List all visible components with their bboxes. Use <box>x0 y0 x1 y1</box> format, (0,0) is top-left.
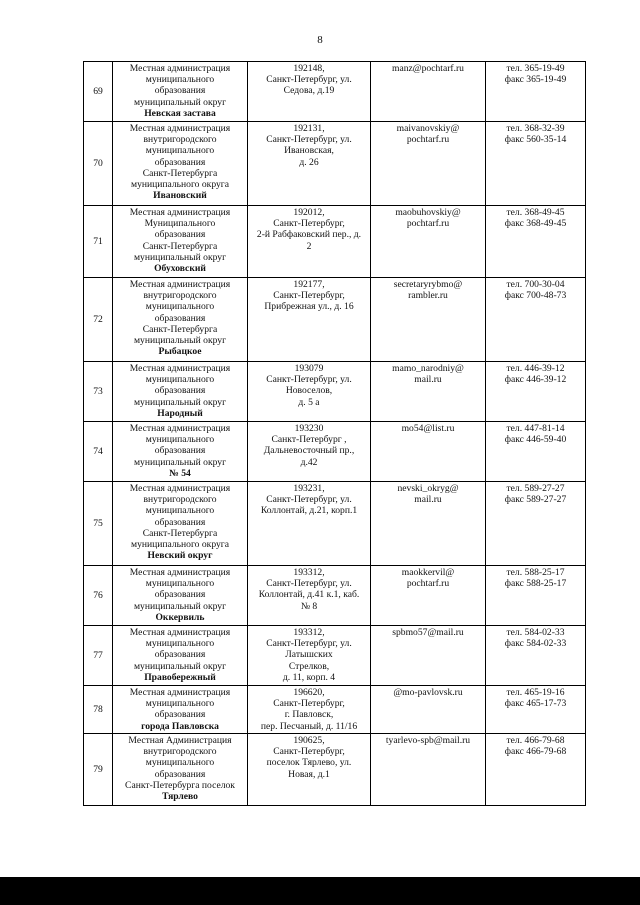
phone-line: факс 365-19-49 <box>504 74 567 86</box>
email-cell <box>371 122 486 206</box>
address-cell <box>248 626 371 686</box>
row-number-cell <box>84 206 113 278</box>
organization-line: Санкт-Петербурга поселок <box>125 779 235 791</box>
address-line: Санкт-Петербург, ул. <box>266 494 352 506</box>
address-line: Санкт-Петербург, <box>273 218 345 230</box>
email-line: pochtarf.ru <box>406 578 450 590</box>
organization-line: муниципальный округ <box>133 335 227 347</box>
email-line: mail.ru <box>414 494 442 506</box>
email-cell <box>371 734 486 806</box>
address-line: Новоселов, <box>285 385 333 397</box>
district-name: Рыбацкое <box>158 346 202 358</box>
organization-line: муниципальный округ <box>133 600 227 612</box>
row-number: 78 <box>93 704 103 716</box>
email-cell <box>371 566 486 626</box>
table-row <box>84 362 586 422</box>
table-row <box>84 122 586 206</box>
address-line: Санкт-Петербург, <box>273 290 345 302</box>
row-number: 69 <box>93 86 103 98</box>
phone-line: факс 588-25-17 <box>504 578 567 590</box>
address-line: Санкт-Петербург, ул. <box>266 578 352 590</box>
organization-line: образования <box>154 516 206 528</box>
row-number-cell <box>84 422 113 482</box>
organization-line: Местная администрация <box>129 483 231 494</box>
organization-line: муниципального <box>145 374 215 386</box>
organization-line: внутригородского <box>143 290 217 302</box>
scan-bottom-edge <box>0 877 640 905</box>
organization-cell <box>113 206 248 278</box>
organization-cell <box>113 122 248 206</box>
email-line: manz@pochtarf.ru <box>392 63 464 74</box>
table-row <box>84 278 586 362</box>
address-line: поселок Тярлево, ул. <box>266 757 352 769</box>
organization-line: Санкт-Петербурга <box>142 240 218 252</box>
organization-cell <box>113 566 248 626</box>
phone-line: тел. 365-19-49 <box>506 63 565 74</box>
organization-line: Местная администрация <box>129 63 231 74</box>
phone-cell <box>486 626 586 686</box>
address-line: Латышских <box>285 649 333 661</box>
address-line: 2 <box>306 240 312 252</box>
address-cell <box>248 206 371 278</box>
organization-line: Местная администрация <box>129 363 231 374</box>
address-line: Коллонтай, д.41 к.1, каб. <box>258 589 360 601</box>
phone-line: факс 584-02-33 <box>504 638 567 650</box>
address-line: Санкт-Петербург, <box>273 698 345 710</box>
organization-line: муниципального <box>145 74 215 86</box>
organization-line: муниципального <box>145 145 215 157</box>
district-name: Тярлево <box>162 791 198 803</box>
organization-line: Местная администрация <box>129 567 231 578</box>
row-number: 71 <box>93 236 103 248</box>
address-line: Санкт-Петербург, <box>273 746 345 758</box>
address-line: Санкт-Петербург , <box>271 434 347 446</box>
phone-line: факс 368-49-45 <box>504 218 567 230</box>
organization-line: муниципального округа <box>131 179 229 191</box>
organization-line: муниципального <box>145 578 215 590</box>
table-row <box>84 626 586 686</box>
address-line: 192012, <box>293 207 325 218</box>
table-row <box>84 422 586 482</box>
email-cell <box>371 626 486 686</box>
address-line: 193312, <box>293 567 325 578</box>
organization-cell <box>113 686 248 734</box>
phone-line: факс 446-59-40 <box>504 434 567 446</box>
district-name: Оккервиль <box>155 611 205 623</box>
address-line: д. 5 а <box>298 396 320 408</box>
organization-cell <box>113 626 248 686</box>
address-line: Санкт-Петербург, ул. <box>266 74 352 86</box>
organization-line: образования <box>154 85 206 97</box>
organization-cell <box>113 734 248 806</box>
organization-line: образования <box>154 589 206 601</box>
address-cell <box>248 362 371 422</box>
address-line: 2-й Рабфаковский пер., д. <box>256 229 362 241</box>
phone-cell <box>486 206 586 278</box>
row-number: 72 <box>93 314 103 326</box>
organization-line: муниципального <box>145 301 215 313</box>
table-row <box>84 482 586 566</box>
organization-cell <box>113 362 248 422</box>
address-line: Новая, д.1 <box>288 768 330 780</box>
organization-line: муниципального <box>145 434 215 446</box>
phone-cell <box>486 278 586 362</box>
organization-line: образования <box>154 709 206 721</box>
row-number-cell <box>84 734 113 806</box>
organization-line: муниципальный округ <box>133 251 227 263</box>
phone-cell <box>486 686 586 734</box>
organization-line: муниципального <box>145 505 215 517</box>
address-line: Санкт-Петербург, ул. <box>266 638 352 650</box>
address-line: Прибрежная ул., д. 16 <box>264 301 354 313</box>
organization-line: образования <box>154 312 206 324</box>
organization-line: муниципального округа <box>131 539 229 551</box>
address-line: д. 11, корп. 4 <box>282 671 336 683</box>
phone-line: тел. 446-39-12 <box>506 363 565 374</box>
phone-line: факс 700-48-73 <box>504 290 567 302</box>
phone-line: тел. 700-30-04 <box>506 279 565 290</box>
row-number: 70 <box>93 158 103 170</box>
district-name: № 54 <box>169 467 191 479</box>
row-number: 75 <box>93 518 103 530</box>
email-line: mamo_narodniy@ <box>392 363 464 374</box>
district-name: Невская застава <box>144 107 216 119</box>
district-name: Правобережный <box>144 671 216 683</box>
email-line: pochtarf.ru <box>406 218 450 230</box>
address-line: Дальневосточный пр., <box>263 445 355 457</box>
phone-line: факс 589-27-27 <box>504 494 567 506</box>
email-line: tyarlevo-spb@mail.ru <box>385 735 471 746</box>
address-line: 192148, <box>293 63 325 74</box>
email-line: mo54@list.ru <box>401 423 455 434</box>
row-number-cell <box>84 566 113 626</box>
phone-line: тел. 368-32-39 <box>506 123 565 134</box>
email-cell <box>371 206 486 278</box>
address-line: Седова, д.19 <box>283 85 335 97</box>
address-line: пер. Песчаный, д. 11/16 <box>260 720 358 732</box>
phone-cell <box>486 362 586 422</box>
row-number-cell <box>84 62 113 122</box>
row-number-cell <box>84 122 113 206</box>
organization-line: муниципальный округ <box>133 660 227 672</box>
address-line: 190625, <box>293 735 325 746</box>
district-name: Ивановский <box>153 190 207 202</box>
address-line: 192177, <box>293 279 325 290</box>
address-line: Ивановская, <box>284 145 334 157</box>
phone-line: тел. 584-02-33 <box>506 627 565 638</box>
phone-cell <box>486 62 586 122</box>
organization-cell <box>113 422 248 482</box>
address-cell <box>248 734 371 806</box>
address-line: 193312, <box>293 627 325 638</box>
address-line: д. 26 <box>299 156 319 168</box>
phone-line: тел. 447-81-14 <box>506 423 565 434</box>
table-row <box>84 734 586 806</box>
address-line: Коллонтай, д.21, корп.1 <box>260 505 358 517</box>
email-cell <box>371 362 486 422</box>
organization-line: муниципальный округ <box>133 96 227 108</box>
address-cell <box>248 422 371 482</box>
row-number: 79 <box>93 764 103 776</box>
organization-line: муниципального <box>145 757 215 769</box>
phone-line: тел. 589-27-27 <box>506 483 565 494</box>
email-line: spbmo57@mail.ru <box>392 627 464 638</box>
address-line: Санкт-Петербург, ул. <box>266 374 352 386</box>
table-row <box>84 62 586 122</box>
row-number-cell <box>84 278 113 362</box>
email-line: mail.ru <box>414 374 442 386</box>
address-line: 193079 <box>294 363 324 374</box>
organization-line: Санкт-Петербурга <box>142 527 218 539</box>
address-cell <box>248 686 371 734</box>
row-number-cell <box>84 362 113 422</box>
organization-line: внутригородского <box>143 746 217 758</box>
email-line: pochtarf.ru <box>406 134 450 146</box>
organization-line: Местная Администрация <box>128 735 232 746</box>
organization-line: Санкт-Петербурга <box>142 167 218 179</box>
organization-line: образования <box>154 156 206 168</box>
page-number: 8 <box>317 34 323 46</box>
email-line: maokkervil@ <box>401 567 455 578</box>
row-number: 73 <box>93 386 103 398</box>
organization-cell <box>113 482 248 566</box>
organization-line: образования <box>154 385 206 397</box>
address-cell <box>248 482 371 566</box>
phone-line: факс 466-79-68 <box>504 746 567 758</box>
phone-cell <box>486 482 586 566</box>
organization-line: Местная администрация <box>129 123 231 134</box>
organization-line: внутригородского <box>143 134 217 146</box>
row-number-cell <box>84 626 113 686</box>
address-cell <box>248 122 371 206</box>
address-cell <box>248 278 371 362</box>
phone-line: тел. 466-79-68 <box>506 735 565 746</box>
district-name: Народный <box>157 407 203 419</box>
address-line: Санкт-Петербург, ул. <box>266 134 352 146</box>
phone-line: тел. 588-25-17 <box>506 567 565 578</box>
organization-line: Местная администрация <box>129 207 231 218</box>
organization-line: муниципальный округ <box>133 456 227 468</box>
phone-line: тел. 465-19-16 <box>506 687 565 698</box>
organization-line: муниципальный округ <box>133 396 227 408</box>
email-cell <box>371 422 486 482</box>
email-cell <box>371 278 486 362</box>
email-cell <box>371 62 486 122</box>
municipal-administrations-table <box>83 61 586 806</box>
organization-line: Муниципального <box>144 218 216 230</box>
organization-line: муниципального <box>145 638 215 650</box>
address-line: г. Павловск, <box>284 709 334 721</box>
organization-line: муниципального <box>145 698 215 710</box>
address-line: 196620, <box>293 687 325 698</box>
phone-cell <box>486 422 586 482</box>
address-cell <box>248 566 371 626</box>
organization-line: образования <box>154 649 206 661</box>
table-row <box>84 566 586 626</box>
organization-line: Местная администрация <box>129 279 231 290</box>
phone-line: факс 465-17-73 <box>504 698 567 710</box>
phone-line: факс 560-35-14 <box>504 134 567 146</box>
phone-cell <box>486 734 586 806</box>
phone-line: тел. 368-49-45 <box>506 207 565 218</box>
organization-line: образования <box>154 768 206 780</box>
organization-line: внутригородского <box>143 494 217 506</box>
email-line: maivanovskiy@ <box>396 123 460 134</box>
email-line: secretaryrybmo@ <box>393 279 463 290</box>
organization-line: Местная администрация <box>129 423 231 434</box>
address-line: д.42 <box>300 456 318 468</box>
organization-line: Санкт-Петербурга <box>142 323 218 335</box>
row-number-cell <box>84 482 113 566</box>
table-row <box>84 206 586 278</box>
email-cell <box>371 482 486 566</box>
organization-cell <box>113 278 248 362</box>
district-name: города Павловска <box>141 720 219 732</box>
district-name: Обуховский <box>154 263 206 275</box>
organization-line: образования <box>154 445 206 457</box>
phone-cell <box>486 122 586 206</box>
email-line: rambler.ru <box>408 290 448 302</box>
address-cell <box>248 62 371 122</box>
row-number-cell <box>84 686 113 734</box>
organization-cell <box>113 62 248 122</box>
address-line: 192131, <box>293 123 325 134</box>
row-number: 77 <box>93 650 103 662</box>
email-line: @mo-pavlovsk.ru <box>393 687 463 698</box>
organization-line: Местная администрация <box>129 687 231 698</box>
table-row <box>84 686 586 734</box>
address-line: 193231, <box>293 483 325 494</box>
row-number: 74 <box>93 446 103 458</box>
address-line: № 8 <box>300 600 318 612</box>
email-line: nevski_okryg@ <box>397 483 459 494</box>
district-name: Невский округ <box>147 550 213 562</box>
table-body <box>84 62 586 806</box>
email-line: maobuhovskiy@ <box>395 207 461 218</box>
address-line: Стрелков, <box>288 660 330 672</box>
phone-line: факс 446-39-12 <box>504 374 567 386</box>
organization-line: образования <box>154 229 206 241</box>
address-line: 193230 <box>294 423 324 434</box>
email-cell <box>371 686 486 734</box>
organization-line: Местная администрация <box>129 627 231 638</box>
phone-cell <box>486 566 586 626</box>
row-number: 76 <box>93 590 103 602</box>
